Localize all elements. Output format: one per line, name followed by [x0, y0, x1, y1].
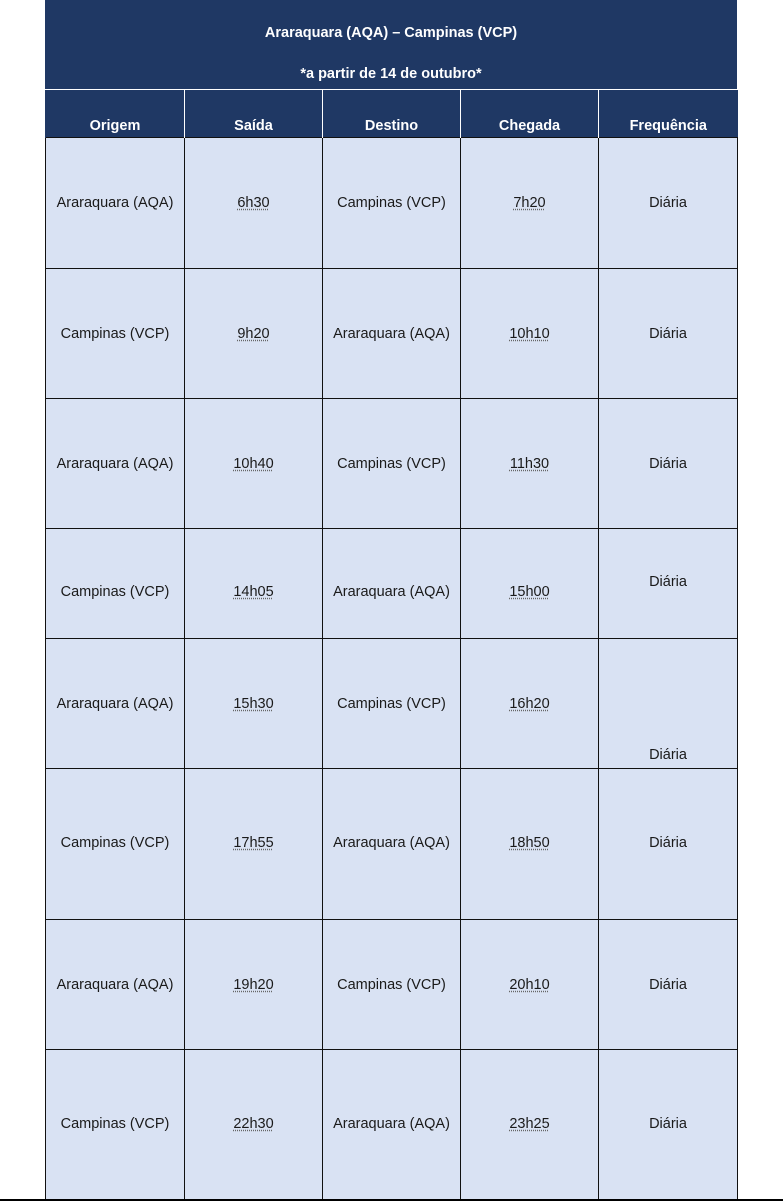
destination-cell: Campinas (VCP) [323, 920, 461, 1050]
column-header-chegada [461, 90, 599, 138]
frequency-cell: Diária [599, 399, 738, 529]
departure-time: 17h55 [233, 835, 274, 851]
frequency-cell: Diária [599, 529, 738, 639]
destination-cell: Campinas (VCP) [323, 399, 461, 529]
column-header-label: Frequência [629, 118, 707, 134]
arrival-cell [461, 1050, 599, 1201]
arrival-cell [461, 399, 599, 529]
arrival-time: 10h10 [509, 325, 550, 342]
arrival-cell [461, 639, 599, 769]
frequency-cell: Diária [599, 138, 738, 269]
destination-cell: Araraquara (AQA) [323, 529, 461, 639]
schedule-table [45, 89, 738, 1201]
arrival-time: 18h50 [509, 835, 550, 851]
arrival-time: 7h20 [513, 195, 546, 211]
departure-time: 15h30 [233, 695, 274, 712]
arrival-time: 23h25 [509, 1116, 550, 1132]
column-header-label: Origem [89, 118, 141, 134]
origin-cell: Campinas (VCP) [46, 769, 185, 920]
arrival-time: 16h20 [509, 695, 550, 712]
table-row [46, 269, 738, 399]
departure-cell [185, 1050, 323, 1201]
column-header-saida [185, 90, 323, 138]
route-title: Araraquara (AQA) – Campinas (VCP) [264, 25, 518, 41]
departure-time: 14h05 [233, 584, 274, 600]
departure-time: 10h40 [233, 455, 274, 472]
departure-cell [185, 138, 323, 269]
departure-time: 22h30 [233, 1116, 274, 1132]
table-row [46, 529, 738, 639]
frequency-cell: Diária [599, 920, 738, 1050]
column-header-origem [46, 90, 185, 138]
departure-cell [185, 269, 323, 399]
frequency-cell: Diária [599, 639, 738, 769]
column-header-label: Destino [364, 118, 419, 134]
table-row [46, 920, 738, 1050]
table-row [46, 138, 738, 269]
table-row [46, 1050, 738, 1201]
frequency-cell: Diária [599, 1050, 738, 1201]
origin-cell: Araraquara (AQA) [46, 639, 185, 769]
destination-cell: Araraquara (AQA) [323, 769, 461, 920]
schedule-title-bar [45, 0, 737, 89]
origin-cell: Araraquara (AQA) [46, 138, 185, 269]
table-row [46, 399, 738, 529]
destination-cell: Araraquara (AQA) [323, 269, 461, 399]
origin-cell: Araraquara (AQA) [46, 399, 185, 529]
effective-date-note: *a partir de 14 de outubro* [300, 66, 482, 82]
origin-cell: Araraquara (AQA) [46, 920, 185, 1050]
arrival-cell [461, 769, 599, 920]
column-header-destino [323, 90, 461, 138]
frequency-cell: Diária [599, 769, 738, 920]
column-header-frequencia [599, 90, 738, 138]
arrival-cell [461, 920, 599, 1050]
origin-cell: Campinas (VCP) [46, 269, 185, 399]
departure-cell [185, 920, 323, 1050]
departure-time: 19h20 [233, 976, 274, 993]
flight-schedule-sheet [45, 0, 737, 1199]
destination-cell: Campinas (VCP) [323, 639, 461, 769]
destination-cell: Campinas (VCP) [323, 138, 461, 269]
origin-cell: Campinas (VCP) [46, 1050, 185, 1201]
arrival-cell [461, 138, 599, 269]
departure-time: 9h20 [237, 325, 270, 342]
column-header-label: Chegada [498, 118, 561, 134]
arrival-cell [461, 529, 599, 639]
departure-cell [185, 639, 323, 769]
arrival-time: 15h00 [509, 584, 550, 600]
table-row [46, 769, 738, 920]
column-header-label: Saída [234, 118, 273, 134]
departure-time: 6h30 [237, 195, 270, 211]
frequency-cell: Diária [599, 269, 738, 399]
departure-cell [185, 399, 323, 529]
table-row [46, 639, 738, 769]
departure-cell [185, 529, 323, 639]
arrival-cell [461, 269, 599, 399]
origin-cell: Campinas (VCP) [46, 529, 185, 639]
arrival-time: 11h30 [509, 455, 550, 472]
arrival-time: 20h10 [509, 976, 550, 993]
header-row [46, 90, 738, 138]
destination-cell: Araraquara (AQA) [323, 1050, 461, 1201]
departure-cell [185, 769, 323, 920]
